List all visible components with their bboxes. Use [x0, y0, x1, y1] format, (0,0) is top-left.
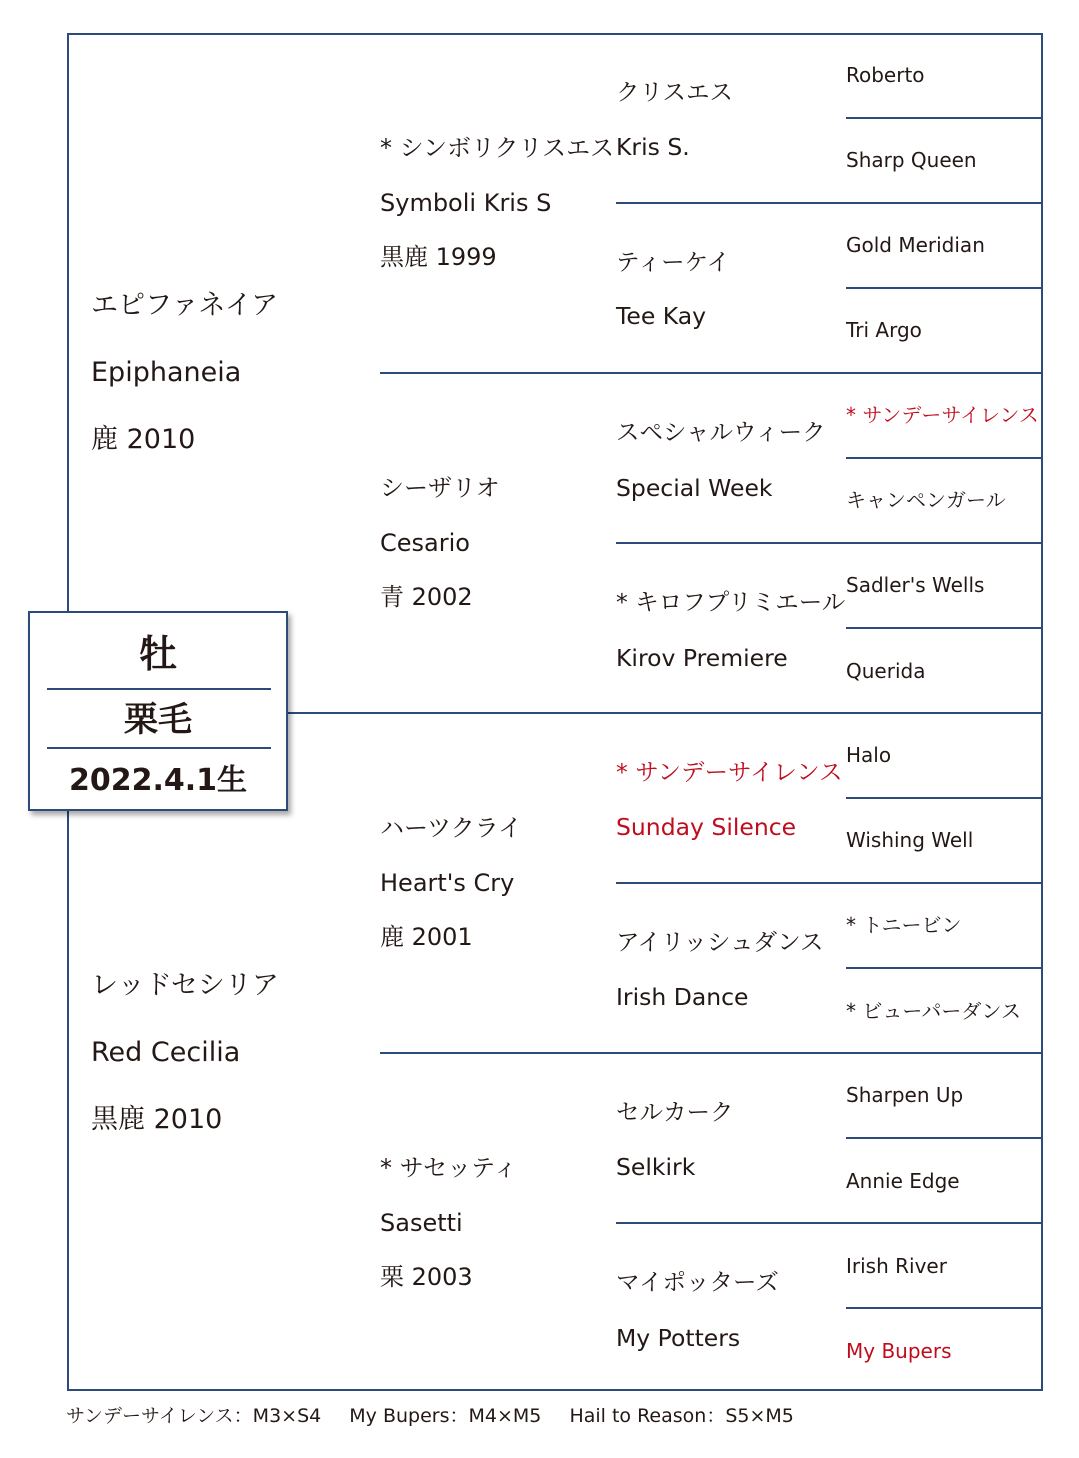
gen3-name-jp: セルカーク [616, 1098, 734, 1126]
inbreeding-item: Hail to Reason：S5×M5 [569, 1405, 794, 1427]
horse-box-divider [47, 747, 271, 749]
gen4-name: Gold Meridian [846, 233, 985, 257]
divider-gen2-top [380, 372, 1043, 374]
horse-box-divider [47, 688, 271, 690]
gen4-name: Roberto [846, 63, 925, 87]
gen2-info: 栗 2003 [380, 1263, 473, 1291]
gen3-name-jp-highlight: * サンデーサイレンス [616, 758, 843, 786]
divider-gen4 [846, 797, 1043, 799]
divider-gen4 [846, 967, 1043, 969]
gen3-name-en: Special Week [616, 474, 773, 502]
gen4-name: * ビューパーダンス [846, 999, 1021, 1023]
gen4-name: Sadler's Wells [846, 573, 985, 597]
sire-name-en: Epiphaneia [91, 357, 242, 388]
gen3-name-jp: * キロフプリミエール [616, 588, 846, 616]
gen2-name-jp: * サセッティ [380, 1154, 518, 1182]
gen4-name-highlight: * サンデーサイレンス [846, 403, 1039, 427]
gen2-name-en: Sasetti [380, 1209, 463, 1237]
gen3-name-en-highlight: Sunday Silence [616, 813, 797, 841]
divider-gen4 [846, 117, 1043, 119]
divider-gen3 [616, 542, 1043, 544]
horse-info-box [28, 611, 288, 811]
gen3-name-en: Kris S. [616, 133, 690, 161]
gen3-name-jp: アイリッシュダンス [616, 928, 824, 956]
gen2-info: 黒鹿 1999 [380, 243, 497, 271]
gen2-name-jp: シーザリオ [380, 474, 500, 502]
gen3-name-en: Selkirk [616, 1153, 696, 1181]
gen2-name-en: Symboli Kris S [380, 189, 552, 217]
divider-gen1 [288, 712, 1043, 714]
gen2-name-jp: ハーツクライ [380, 814, 523, 842]
gen4-name: Halo [846, 743, 892, 767]
divider-gen3 [616, 882, 1043, 884]
gen2-info: 鹿 2001 [380, 923, 473, 951]
divider-gen2-bottom [380, 1052, 1043, 1054]
gen4-name: Sharp Queen [846, 148, 977, 172]
gen3-name-jp: マイポッターズ [616, 1268, 779, 1296]
dam-name-jp: レッドセシリア [91, 970, 279, 1001]
gen4-name: Wishing Well [846, 828, 974, 852]
gen3-name-en: Tee Kay [616, 302, 707, 330]
sire-name-jp: エピファネイア [91, 290, 279, 321]
divider-gen4 [846, 287, 1043, 289]
horse-sex: 牡 [138, 632, 177, 676]
divider-gen3 [616, 202, 1043, 204]
gen3-name-jp: クリスエス [616, 78, 734, 106]
gen3-name-en: Irish Dance [616, 983, 749, 1011]
gen4-name: Irish River [846, 1254, 947, 1278]
gen3-name-jp: ティーケイ [616, 248, 730, 276]
gen4-name: キャンペンガール [846, 488, 1006, 512]
gen2-name-jp: * シンボリクリスエス [380, 134, 615, 162]
gen2-name-en: Heart's Cry [380, 869, 515, 897]
gen4-name: Tri Argo [846, 318, 922, 342]
gen4-name-highlight: My Bupers [846, 1339, 952, 1363]
divider-gen3 [616, 1222, 1043, 1224]
gen4-name: * トニービン [846, 913, 962, 937]
gen3-name-en: My Potters [616, 1324, 741, 1352]
divider-gen4 [846, 1137, 1043, 1139]
gen2-info: 青 2002 [380, 583, 473, 611]
dam-name-en: Red Cecilia [91, 1037, 241, 1068]
gen4-name: Annie Edge [846, 1169, 960, 1193]
inbreeding-notes [66, 1407, 816, 1426]
inbreeding-item: サンデーサイレンス：M3×S4 [66, 1405, 322, 1427]
horse-birth: 2022.4.1生 [68, 763, 248, 798]
gen4-name: Querida [846, 659, 926, 683]
horse-color: 栗毛 [124, 700, 192, 740]
divider-gen4 [846, 627, 1043, 629]
gen3-name-en: Kirov Premiere [616, 644, 788, 672]
inbreeding-item: My Bupers：M4×M5 [349, 1405, 542, 1427]
divider-gen4 [846, 457, 1043, 459]
gen4-name: Sharpen Up [846, 1083, 964, 1107]
gen3-name-jp: スペシャルウィーク [616, 418, 826, 446]
dam-info: 黒鹿 2010 [91, 1104, 223, 1135]
sire-info: 鹿 2010 [91, 424, 196, 455]
gen2-name-en: Cesario [380, 529, 470, 557]
divider-gen4 [846, 1307, 1043, 1309]
